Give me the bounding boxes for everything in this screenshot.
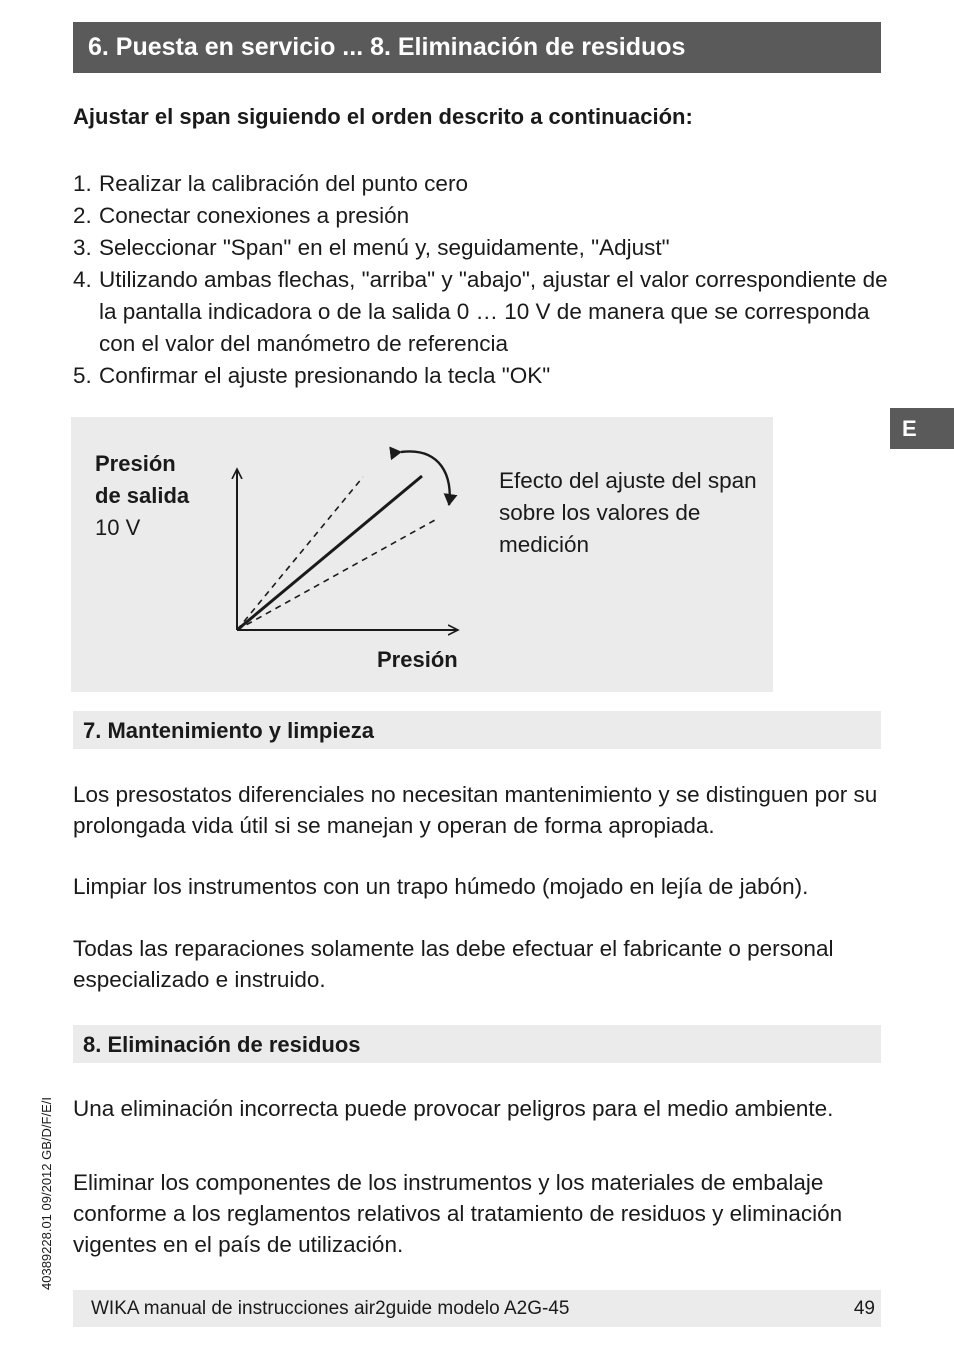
footer-text: WIKA manual de instrucciones air2guide modelo A2G-45	[91, 1298, 570, 1319]
language-tab-label: E	[902, 416, 917, 441]
step-text: Realizar la calibración del punto cero	[99, 171, 468, 196]
dashed-line-lower	[237, 520, 435, 630]
figure-caption: Efecto del ajuste del span sobre los valores de medición	[499, 468, 757, 557]
step-item	[73, 232, 893, 264]
step-item	[73, 264, 893, 360]
step-text: Confirmar el ajuste presionando la tecla "OK"	[99, 363, 551, 388]
step-item	[73, 360, 893, 392]
page-number: 49	[853, 1298, 875, 1319]
y-axis-label-line1: Presión	[95, 451, 176, 476]
step-number: 3.	[73, 235, 92, 260]
section-8-paragraph: Eliminar los componentes de los instrumentos y los materiales de embalaje conforme a los reglamentos relativos al tratamiento de residuos y eliminación vigentes en el país de utilización.	[73, 1170, 843, 1257]
steps-list	[73, 168, 893, 392]
dashed-line-upper	[237, 477, 363, 630]
step-number: 2.	[73, 203, 92, 228]
double-arrow	[401, 451, 450, 505]
y-axis-value: 10 V	[95, 515, 141, 540]
span-figure	[71, 417, 773, 692]
step-text: Utilizando ambas flechas, "arriba" y "abajo", ajustar el valor correspondiente de la pantalla indicadora o de la salida 0 … 10 V de manera que se corresponda con el valor del manómetro de referencia	[99, 267, 888, 356]
section-8-paragraph: Una eliminación incorrecta puede provocar peligros para el medio ambiente.	[73, 1096, 834, 1121]
page-header	[73, 22, 881, 73]
section-7-paragraph: Los presostatos diferenciales no necesitan mantenimiento y se distinguen por su prolongada vida útil si se manejan y operan de forma apropiada.	[73, 782, 878, 838]
header-title: 6. Puesta en servicio ... 8. Eliminación de residuos	[88, 33, 686, 61]
x-axis-label: Presión	[377, 647, 458, 672]
step-item	[73, 168, 893, 200]
page-footer	[73, 1290, 881, 1327]
section-8-heading: 8. Eliminación de residuos	[73, 1025, 881, 1063]
y-axis-label-line2: de salida	[95, 483, 190, 508]
language-tab	[890, 408, 954, 449]
section-7-heading: 7. Mantenimiento y limpieza	[73, 711, 881, 749]
step-number: 1.	[73, 171, 92, 196]
step-number: 5.	[73, 363, 92, 388]
step-number: 4.	[73, 267, 92, 292]
intro-heading: Ajustar el span siguiendo el orden descrito a continuación:	[73, 104, 693, 129]
calibrated-line	[237, 476, 422, 630]
section-7-paragraph: Todas las reparaciones solamente las debe efectuar el fabricante o personal especializado e instruido.	[73, 936, 834, 992]
section-7-paragraph: Limpiar los instrumentos con un trapo húmedo (mojado en lejía de jabón).	[73, 874, 809, 899]
step-text: Conectar conexiones a presión	[99, 203, 410, 228]
y-axis-label	[95, 448, 189, 544]
step-item	[73, 200, 893, 232]
step-text: Seleccionar "Span" en el menú y, seguidamente, "Adjust"	[99, 235, 670, 260]
document-code: 40389228.01 09/2012 GB/D/F/E/I	[39, 1097, 54, 1290]
